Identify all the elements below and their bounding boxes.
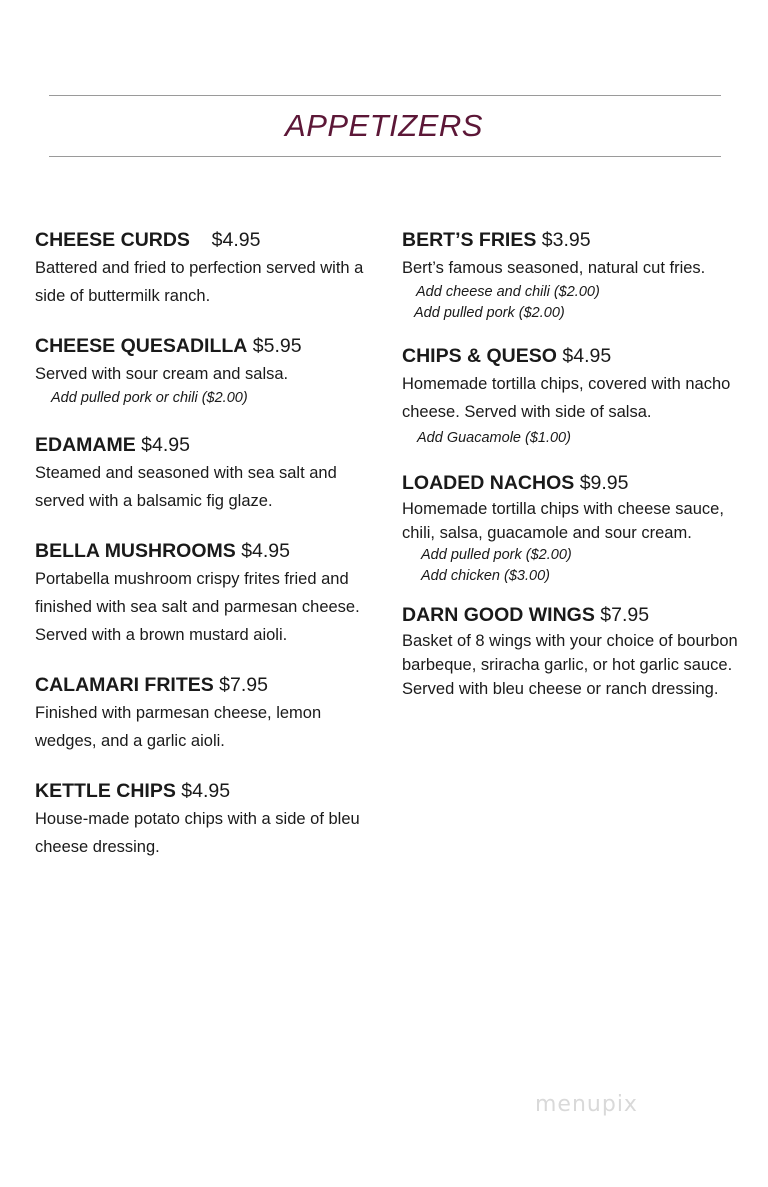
menu-item-berts-fries [402,226,747,324]
menu-item-chips-queso [402,342,747,449]
item-addon: Add pulled pork ($2.00) [414,305,565,321]
item-price: $3.95 [541,229,591,251]
item-addon: Add Guacamole ($1.00) [417,430,571,446]
bottom-divider [49,156,721,157]
item-price: $9.95 [579,472,629,494]
item-name: CHIPS & QUESO [402,345,557,367]
item-addon: Add chicken ($3.00) [421,568,550,584]
item-addon: Add cheese and chili ($2.00) [416,284,600,300]
item-price: $5.95 [252,335,302,357]
menu-item-edamame [35,431,370,515]
item-price: $4.95 [562,345,612,367]
item-name: CHEESE QUESADILLA [35,335,248,357]
item-name: LOADED NACHOS [402,472,575,494]
item-description: Homemade tortilla chips with cheese sauce, chili, salsa, guacamole and sour cream. [402,500,724,542]
menu-item-bella-mushrooms [35,537,370,649]
right-column [402,226,747,723]
left-column [35,226,370,883]
menu-item-cheese-curds [35,226,370,310]
item-name: KETTLE CHIPS [35,780,176,802]
item-name: EDAMAME [35,434,136,456]
item-description: Bert’s famous seasoned, natural cut fries. [402,259,706,277]
item-description: Basket of 8 wings with your choice of bourbon barbeque, sriracha garlic, or hot garlic sauce. Served with bleu cheese or ranch dressing. [402,632,738,698]
item-price: $4.95 [141,434,190,456]
item-description: Homemade tortilla chips, covered with nacho cheese. Served with side of salsa. [402,375,731,421]
item-name: BELLA MUSHROOMS [35,540,236,562]
page-title: APPETIZERS [285,108,483,143]
item-name: BERT’S FRIES [402,229,537,251]
item-description: Served with sour cream and salsa. [35,365,289,383]
item-description: Steamed and seasoned with sea salt and served with a balsamic fig glaze. [35,464,337,510]
item-addon: Add pulled pork ($2.00) [421,547,572,563]
item-price: $4.95 [241,540,291,562]
watermark: menupix [535,1092,638,1117]
item-description: Portabella mushroom crispy frites fried and finished with sea salt and parmesan cheese. Served with a brown mustard aioli. [35,570,360,644]
item-price: $4.95 [181,780,231,802]
item-name: DARN GOOD WINGS [402,604,595,626]
item-addon: Add pulled pork or chili ($2.00) [51,390,248,406]
item-name: CHEESE CURDS [35,229,190,251]
menu-item-loaded-nachos [402,469,747,587]
menu-item-kettle-chips [35,777,370,861]
top-divider [49,95,721,96]
item-price: $4.95 [211,229,261,251]
menu-item-calamari-frites [35,671,370,755]
menu-item-cheese-quesadilla [35,332,370,409]
menu-item-darn-good-wings [402,601,747,701]
item-description: Battered and fried to perfection served with a side of buttermilk ranch. [35,259,364,305]
item-name: CALAMARI FRITES [35,674,214,696]
item-description: Finished with parmesan cheese, lemon wedges, and a garlic aioli. [35,704,322,750]
item-description: House-made potato chips with a side of bleu cheese dressing. [35,810,360,856]
item-price: $7.95 [600,604,650,626]
item-price: $7.95 [219,674,268,696]
